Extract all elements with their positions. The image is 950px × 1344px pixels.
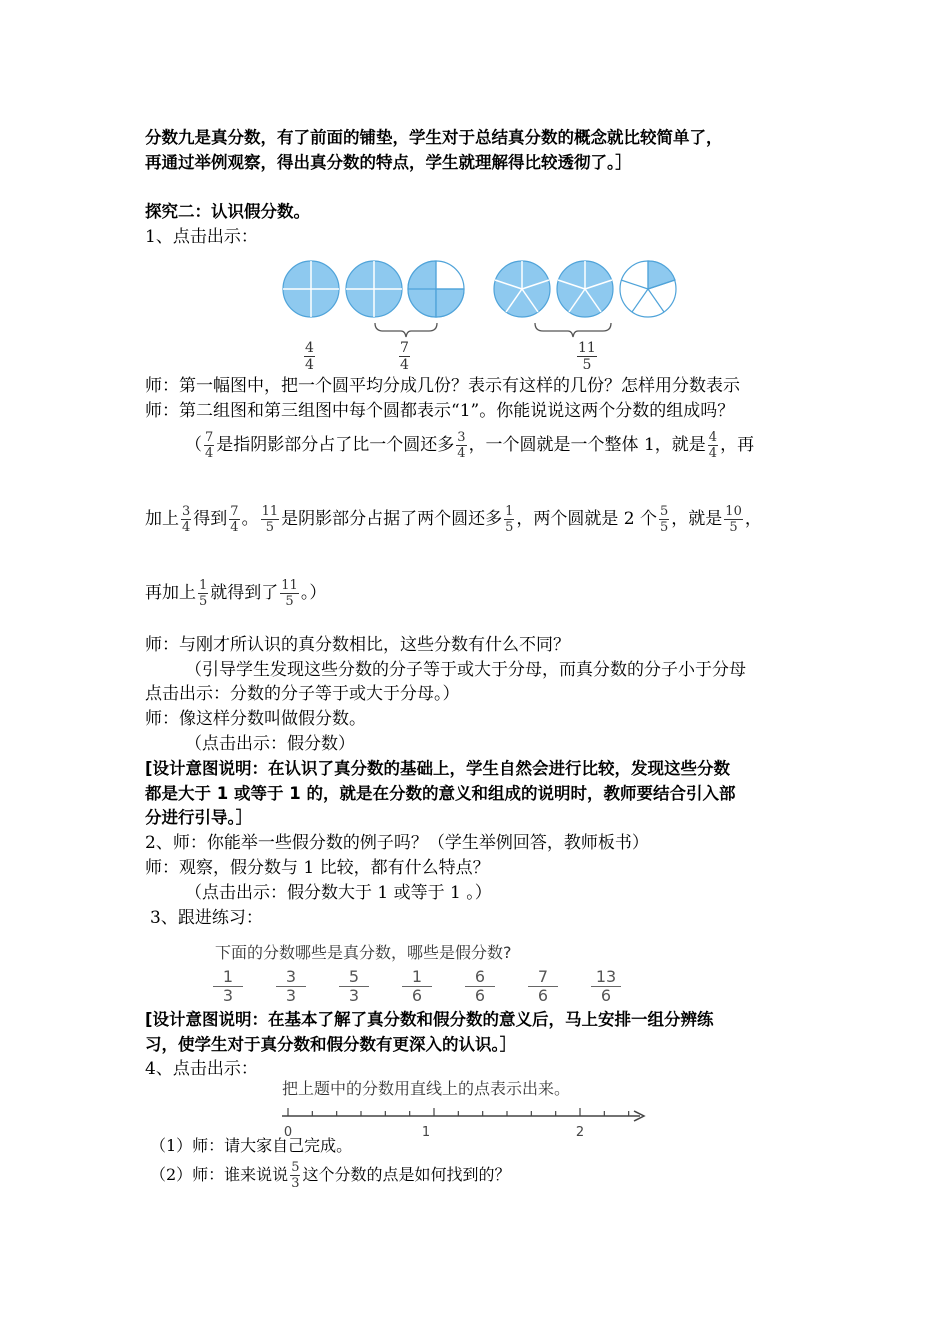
tick-label-0: 0 bbox=[283, 1125, 293, 1138]
fraction: $\frac{7}{4}$ bbox=[230, 504, 239, 535]
exercise-fraction: $\frac{1}{6}$ bbox=[402, 968, 432, 1005]
number-line bbox=[278, 1102, 648, 1138]
fraction: $\frac{1}{5}$ bbox=[505, 504, 514, 535]
design-note-line: 分进行引导。］ bbox=[145, 808, 253, 827]
guide-line: （引导学生发现这些分数的分子等于或大于分母，而真分数的分子小于分母 bbox=[185, 660, 746, 680]
step-label: 3、跟进练习： bbox=[150, 908, 263, 928]
brace bbox=[535, 323, 611, 337]
exercise-title: 下面的分数哪些是真分数，哪些是假分数? bbox=[215, 943, 512, 962]
step-label: 4、点击出示： bbox=[145, 1059, 258, 1079]
question-line: 师：第一幅图中，把一个圆平均分成几份？表示有这样的几份？怎样用分数表示 bbox=[145, 376, 740, 396]
question-line: 师：像这样分数叫做假分数。 bbox=[145, 709, 366, 729]
circle-one-fifth bbox=[620, 261, 676, 317]
question-line: 师：观察，假分数与 1 比较，都有什么特点？ bbox=[145, 858, 490, 878]
exercise-fraction: $\frac{13}{6}$ bbox=[591, 968, 621, 1005]
exercise-fraction: $\frac{1}{3}$ bbox=[213, 968, 243, 1005]
fig-label-4-4: $\frac{4}{4}$ bbox=[305, 340, 314, 373]
section-heading: 探究二：认识假分数。 bbox=[145, 202, 310, 221]
fraction: $\frac{3}{4}$ bbox=[182, 504, 191, 535]
fig-label-11-5: $\frac{11}{5}$ bbox=[578, 340, 596, 373]
fraction: $\frac{7}{4}$ bbox=[205, 430, 214, 461]
fraction: $\frac{3}{4}$ bbox=[457, 430, 466, 461]
fraction: $\frac{11}{5}$ bbox=[281, 578, 298, 609]
fraction: $\frac{5}{5}$ bbox=[660, 504, 669, 535]
tick-label-2: 2 bbox=[575, 1125, 585, 1138]
design-note-line: [设计意图说明：在基本了解了真分数和假分数的意义后，马上安排一组分辨练 bbox=[145, 1010, 714, 1029]
step-label: 1、点击出示： bbox=[145, 227, 258, 247]
fraction: $\frac{4}{4}$ bbox=[708, 430, 718, 461]
question-line: 师：与刚才所认识的真分数相比，这些分数有什么不同？ bbox=[145, 635, 570, 655]
exercise-fractions bbox=[213, 968, 654, 1005]
click-show-line: （点击出示：假分数大于 1 或等于 1 。） bbox=[185, 883, 492, 903]
circle-three-quarters bbox=[408, 261, 464, 317]
teacher-line: （1）师：请大家自己完成。 bbox=[150, 1136, 353, 1155]
tick-label-1: 1 bbox=[421, 1125, 431, 1138]
fig-label-7-4: $\frac{7}{4}$ bbox=[400, 340, 409, 373]
brace bbox=[375, 323, 437, 337]
question-line: 师：第二组图和第三组图中每个圆都表示“1”。你能说说这两个分数的组成吗？ bbox=[145, 401, 735, 421]
paragraph-line: 分数九是真分数，有了前面的铺垫，学生对于总结真分数的概念就比较简单了， bbox=[145, 128, 723, 147]
explanation-line-2: 加上 $\frac{3}{4}$ 得到 $\frac{7}{4}$ 。 $\frac{11}{5}$ 是阴影部分占据了两个圆还多 $\frac{1}{5}$ ，两个圆就是 2 个 $\frac{5}{5}$ ，就是 $\frac{10}{5}$ ， bbox=[145, 504, 762, 535]
guide-line: 点击出示：分数的分子等于或大于分母。） bbox=[145, 684, 460, 704]
step-label: 2、师：你能举一些假分数的例子吗？（学生举例回答，教师板书） bbox=[145, 833, 649, 853]
paragraph-line: 再通过举例观察，得出真分数的特点，学生就理解得比较透彻了。］ bbox=[145, 153, 632, 172]
exercise-fraction: $\frac{7}{6}$ bbox=[528, 968, 558, 1005]
circle-fifths-full-2 bbox=[557, 261, 613, 317]
fraction: $\frac{11}{5}$ bbox=[261, 504, 279, 535]
explanation-line-1: （ $\frac{7}{4}$ 是指阴影部分占了比一个圆还多 $\frac{3}{4}$ ，一个圆就是一个整体 1，就是 $\frac{4}{4}$ ，再 bbox=[185, 430, 755, 461]
design-note-line: 都是大于 1 或等于 1 的，就是在分数的意义和组成的说明时，教师要结合引入部 bbox=[145, 784, 736, 803]
fraction-circles-figure bbox=[275, 255, 695, 375]
circle-quarters-full bbox=[283, 261, 339, 317]
fraction: $\frac{10}{5}$ bbox=[725, 504, 742, 535]
circle-fifths-full bbox=[494, 261, 550, 317]
fraction: $\frac{5}{3}$ bbox=[291, 1160, 300, 1191]
exercise-fraction: $\frac{6}{6}$ bbox=[465, 968, 495, 1005]
exercise-fraction: $\frac{3}{3}$ bbox=[276, 968, 306, 1005]
fraction: $\frac{1}{5}$ bbox=[199, 578, 208, 609]
exercise-fraction: $\frac{5}{3}$ bbox=[339, 968, 369, 1005]
circle-quarters-full-2 bbox=[346, 261, 402, 317]
design-note-line: [设计意图说明：在认识了真分数的基础上，学生自然会进行比较，发现这些分数 bbox=[145, 759, 731, 778]
explanation-line-3: 再加上 $\frac{1}{5}$ 就得到了 $\frac{11}{5}$ 。） bbox=[145, 578, 327, 609]
teacher-line: （2）师：谁来说说 $\frac{5}{3}$ 这个分数的点是如何找到的？ bbox=[150, 1160, 511, 1191]
design-note-line: 习，使学生对于真分数和假分数有更深入的认识。］ bbox=[145, 1035, 517, 1054]
click-show-line: （点击出示：假分数） bbox=[185, 734, 355, 754]
number-line-title: 把上题中的分数用直线上的点表示出来。 bbox=[282, 1079, 571, 1098]
